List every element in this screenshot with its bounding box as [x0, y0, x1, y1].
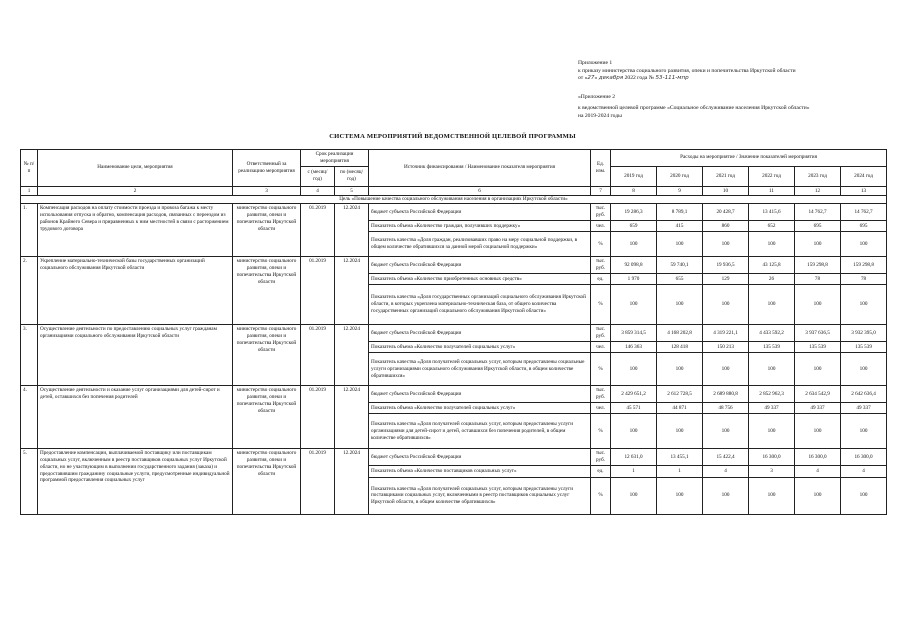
unit: %	[591, 232, 611, 257]
program-table	[20, 149, 887, 515]
value-cell: 4	[841, 465, 887, 477]
value-cell: 2 429 651,2	[611, 386, 657, 403]
annex2-line2: на 2019-2024 годы	[578, 112, 622, 119]
value-cell: 128 418	[657, 342, 703, 353]
funding-source: бюджет субъекта Российской Федерации	[369, 449, 591, 466]
value-cell: 4 319 221,1	[703, 325, 749, 342]
value-cell: 150 213	[703, 342, 749, 353]
value-cell: 129	[703, 274, 749, 285]
column-number: 9	[657, 186, 703, 196]
item-number: 3.	[21, 325, 38, 386]
value-cell: 3 937 636,5	[795, 325, 841, 342]
value-cell: 16 300,0	[795, 449, 841, 466]
value-cell: 159 298,8	[795, 257, 841, 274]
value-cell: 26	[749, 274, 795, 285]
value-cell: 100	[795, 285, 841, 325]
header-year: 2024 год	[841, 166, 887, 186]
value-cell: 14 762,7	[841, 204, 887, 221]
value-cell: 100	[611, 477, 657, 514]
value-cell: 135 539	[795, 342, 841, 353]
table-row	[21, 204, 887, 221]
unit: ед.	[591, 465, 611, 477]
item-responsible: министерство социального развития, опеки и попечительства Иркутской области	[233, 325, 301, 386]
value-cell: 100	[749, 477, 795, 514]
funding-source: бюджет субъекта Российской Федерации	[369, 325, 591, 342]
handwritten-day: 27	[587, 75, 595, 82]
header-expenses: Расходы на мероприятие / Значение показателей мероприятия	[611, 150, 887, 167]
column-number: 1	[21, 186, 38, 196]
value-cell: 8 789,1	[657, 204, 703, 221]
item-responsible: министерство социального развития, опеки и попечительства Иркутской области	[233, 386, 301, 449]
value-cell: 4	[703, 465, 749, 477]
column-number: 7	[591, 186, 611, 196]
item-number: 2.	[21, 257, 38, 325]
value-cell: 100	[795, 414, 841, 449]
value-cell: 1	[657, 465, 703, 477]
value-cell: 860	[703, 221, 749, 232]
value-cell: 100	[657, 285, 703, 325]
value-cell: 100	[841, 477, 887, 514]
item-number: 4.	[21, 386, 38, 449]
value-cell: 16 300,0	[841, 449, 887, 466]
column-number: 11	[749, 186, 795, 196]
value-cell: 146 363	[611, 342, 657, 353]
item-end: 12.2024	[335, 386, 369, 449]
value-cell: 100	[795, 353, 841, 386]
header-name: Наименование цели, мероприятия	[38, 150, 233, 187]
value-cell: 78	[795, 274, 841, 285]
indicator-name: Показатель объема «Количество поставщиков социальных услуг»	[369, 465, 591, 477]
header-source: Источник финансирования / Наименование показателя мероприятия	[369, 150, 591, 187]
value-cell: 100	[703, 353, 749, 386]
column-number: 2	[38, 186, 233, 196]
value-cell: 3 859 314,5	[611, 325, 657, 342]
annex1-title: Приложение 1	[578, 60, 613, 66]
indicator-name: Показатель качества «Доля получателей социальных услуг, которым предоставлены социальные услуги организациями социального обслуживания Иркутской области, в общем количестве обратившихся»	[369, 353, 591, 386]
value-cell: 13 415,6	[749, 204, 795, 221]
unit: тыс. руб.	[591, 325, 611, 342]
value-cell: 20 428,7	[703, 204, 749, 221]
unit: ед.	[591, 274, 611, 285]
unit: чел.	[591, 403, 611, 414]
column-number: 4	[301, 186, 335, 196]
value-cell: 19 936,5	[703, 257, 749, 274]
value-cell: 44 871	[657, 403, 703, 414]
value-cell: 100	[657, 353, 703, 386]
value-cell: 49 337	[841, 403, 887, 414]
value-cell: 2 634 542,9	[795, 386, 841, 403]
value-cell: 19 286,3	[611, 204, 657, 221]
value-cell: 100	[749, 285, 795, 325]
column-number: 13	[841, 186, 887, 196]
item-end: 12.2024	[335, 257, 369, 325]
annex2-line1: к ведомственной целевой программе «Социальное обслуживание населения Иркутской области»	[578, 105, 810, 112]
column-number: 6	[369, 186, 591, 196]
value-cell: 49 337	[749, 403, 795, 414]
value-cell: 16 300,0	[749, 449, 795, 466]
value-cell: 2 689 880,8	[703, 386, 749, 403]
header-year: 2021 год	[703, 166, 749, 186]
column-number: 12	[795, 186, 841, 196]
value-cell: 100	[657, 477, 703, 514]
item-responsible: министерство социального развития, опеки и попечительства Иркутской области	[233, 449, 301, 515]
annex1-date-line: от «27» декабря 2022 года № 53-111-мпр	[578, 75, 689, 82]
value-cell: 13 455,1	[657, 449, 703, 466]
indicator-name: Показатель объема «Количество получателей социальных услуг»	[369, 403, 591, 414]
funding-source: бюджет субъекта Российской Федерации	[369, 386, 591, 403]
value-cell: 4 433 592,2	[749, 325, 795, 342]
unit: тыс. руб.	[591, 257, 611, 274]
header-year: 2019 год	[611, 166, 657, 186]
value-cell: 43 125,8	[749, 257, 795, 274]
value-cell: 100	[703, 414, 749, 449]
table-row	[21, 449, 887, 466]
item-start: 01.2019	[301, 204, 335, 257]
value-cell: 2 852 962,3	[749, 386, 795, 403]
annex2-title: «Приложение 2	[578, 93, 616, 100]
value-cell: 49 337	[795, 403, 841, 414]
unit: %	[591, 477, 611, 514]
value-cell: 100	[841, 232, 887, 257]
value-cell: 100	[611, 414, 657, 449]
value-cell: 100	[611, 285, 657, 325]
value-cell: 100	[795, 232, 841, 257]
value-cell: 100	[611, 232, 657, 257]
item-name: Укрепление материально-технической базы государственных организаций социального обслуживания Иркутской области	[38, 257, 233, 325]
goal-text: Цель «Повышение качества социального обслуживания населения в организациях Иркутской области»	[21, 196, 887, 204]
unit: тыс. руб.	[591, 449, 611, 466]
value-cell: 15 422,4	[703, 449, 749, 466]
item-name: Осуществление деятельности по предоставлению социальных услуг гражданам организациями социального обслуживания Иркутской области	[38, 325, 233, 386]
value-cell: 78	[841, 274, 887, 285]
item-number: 1.	[21, 204, 38, 257]
item-end: 12.2024	[335, 449, 369, 515]
column-number: 8	[611, 186, 657, 196]
header-year: 2023 год	[795, 166, 841, 186]
indicator-name: Показатель качества «Доля получателей социальных услуг, которым предоставлены услуги организациями для детей-сирот и детей, оставшихся без попечения родителей, в общем количестве обратившихся»	[369, 414, 591, 449]
item-name: Осуществление деятельности и оказание услуг организациями для детей-сирот и детей, оставшихся без попечения родителей	[38, 386, 233, 449]
header-from: с (месяц/ год)	[301, 166, 335, 186]
item-responsible: министерство социального развития, опеки и попечительства Иркутской области	[233, 257, 301, 325]
unit: тыс. руб.	[591, 204, 611, 221]
header-period: Срок реализации мероприятия	[301, 150, 369, 167]
value-cell: 655	[657, 274, 703, 285]
table-row	[21, 325, 887, 342]
item-number: 5.	[21, 449, 38, 515]
value-cell: 3	[749, 465, 795, 477]
header-year: 2022 год	[749, 166, 795, 186]
value-cell: 100	[749, 232, 795, 257]
annex-header	[578, 60, 898, 121]
handwritten-number: 53-111-мпр	[655, 75, 689, 82]
value-cell: 92 098,8	[611, 257, 657, 274]
item-end: 12.2024	[335, 204, 369, 257]
unit: чел.	[591, 221, 611, 232]
value-cell: 100	[657, 232, 703, 257]
value-cell: 2 642 636,4	[841, 386, 887, 403]
item-start: 01.2019	[301, 257, 335, 325]
column-number: 5	[335, 186, 369, 196]
column-number: 3	[233, 186, 301, 196]
value-cell: 100	[749, 414, 795, 449]
indicator-name: Показатель качества «Доля получателей социальных услуг, которым предоставлены услуги поставщиками социальных услуг, включенными в реестр поставщиков социальных услуг Иркутской области, в общем количестве обратившихся»	[369, 477, 591, 514]
value-cell: 3 932 395,0	[841, 325, 887, 342]
value-cell: 695	[841, 221, 887, 232]
item-name: Предоставление компенсации, выплачиваемой поставщику или поставщикам социальных услуг, включенным в реестр поставщиков социальных услуг Иркутской области, но не участвующим в выполнении государственного задания (заказа) и предоставившим гражданину социальные услуги, предусмотренные индивидуальной программой предоставления социальных услуг	[38, 449, 233, 515]
header-year: 2020 год	[657, 166, 703, 186]
value-cell: 100	[611, 353, 657, 386]
unit: тыс. руб.	[591, 386, 611, 403]
value-cell: 659	[611, 221, 657, 232]
handwritten-month: декабря	[598, 75, 624, 82]
value-cell: 135 539	[749, 342, 795, 353]
indicator-name: Показатель объема «Количество приобретенных основных средств»	[369, 274, 591, 285]
column-numbers-row	[21, 186, 887, 196]
header-responsible: Ответственный за реализацию мероприятия	[233, 150, 301, 187]
unit: %	[591, 285, 611, 325]
unit: чел.	[591, 342, 611, 353]
item-start: 01.2019	[301, 449, 335, 515]
item-start: 01.2019	[301, 386, 335, 449]
value-cell: 159 298,8	[841, 257, 887, 274]
value-cell: 4	[795, 465, 841, 477]
value-cell: 100	[703, 285, 749, 325]
item-end: 12.2024	[335, 325, 369, 386]
value-cell: 652	[749, 221, 795, 232]
item-responsible: министерство социального развития, опеки и попечительства Иркутской области	[233, 204, 301, 257]
value-cell: 14 762,7	[795, 204, 841, 221]
header-unit: Ед. изм.	[591, 150, 611, 187]
value-cell: 4 168 202,8	[657, 325, 703, 342]
value-cell: 695	[795, 221, 841, 232]
value-cell: 100	[795, 477, 841, 514]
value-cell: 100	[749, 353, 795, 386]
indicator-name: Показатель объема «Количество получателей социальных услуг»	[369, 342, 591, 353]
column-number: 10	[703, 186, 749, 196]
value-cell: 2 612 728,5	[657, 386, 703, 403]
indicator-name: Показатель качества «Доля государственных организаций социального обслуживания Иркутской области, в которых укреплена материально-техническая база, от общего количества государственных организаций социального обслуживания Иркутской области»	[369, 285, 591, 325]
value-cell: 59 740,1	[657, 257, 703, 274]
value-cell: 1	[611, 465, 657, 477]
goal-row	[21, 196, 887, 204]
value-cell: 100	[657, 414, 703, 449]
value-cell: 100	[703, 232, 749, 257]
item-name: Компенсация расходов на оплату стоимости проезда и провоза багажа к месту использования отпуска и обратно, компенсация расходов, связанных с переездом из районов Крайнего Севера и приравненных к ним местностей в связи с расторжением трудового договора	[38, 204, 233, 257]
table-row	[21, 257, 887, 274]
value-cell: 1 970	[611, 274, 657, 285]
value-cell: 45 571	[611, 403, 657, 414]
unit: %	[591, 414, 611, 449]
value-cell: 100	[703, 477, 749, 514]
table-row	[21, 386, 887, 403]
unit: %	[591, 353, 611, 386]
funding-source: бюджет субъекта Российской Федерации	[369, 257, 591, 274]
document-title: СИСТЕМА МЕРОПРИЯТИЙ ВЕДОМСТВЕННОЙ ЦЕЛЕВОЙ ПРОГРАММЫ	[329, 133, 576, 140]
value-cell: 100	[841, 285, 887, 325]
item-start: 01.2019	[301, 325, 335, 386]
header-num: № п/п	[21, 150, 38, 187]
funding-source: бюджет субъекта Российской Федерации	[369, 204, 591, 221]
indicator-name: Показатель качества «Доля граждан, реализовавших право на меру социальной поддержки, в общем количестве обратившихся за данной мерой социальной поддержки»	[369, 232, 591, 257]
indicator-name: Показатель объема «Количество граждан, получивших поддержку»	[369, 221, 591, 232]
value-cell: 100	[841, 353, 887, 386]
header-to: по (месяц/ год)	[335, 166, 369, 186]
value-cell: 12 631,0	[611, 449, 657, 466]
value-cell: 415	[657, 221, 703, 232]
value-cell: 135 539	[841, 342, 887, 353]
annex1-line1: к приказу министерства социального развития, опеки и попечительства Иркутской области	[578, 67, 796, 74]
value-cell: 100	[841, 414, 887, 449]
value-cell: 48 756	[703, 403, 749, 414]
